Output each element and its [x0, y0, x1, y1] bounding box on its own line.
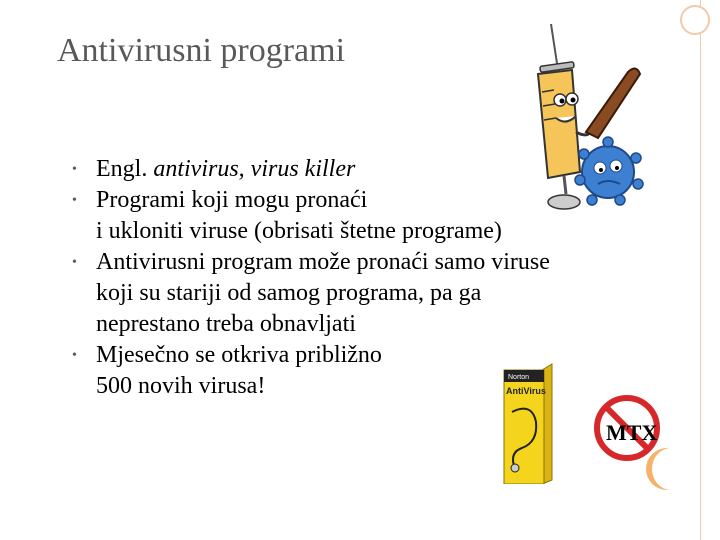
bullet-text: Mjesečno se otkriva približno: [96, 342, 382, 368]
decor-circle-top: [680, 5, 710, 35]
stamp-text: MTX: [606, 420, 658, 445]
box-brand-text: Norton: [508, 374, 530, 381]
bullet-dot: •: [72, 193, 77, 208]
bullet-item: [72, 154, 672, 185]
bullet-text-continued: koji su stariji od samog programa, pa ga: [96, 280, 482, 306]
bullet-text-italic: antivirus, virus killer: [153, 156, 356, 182]
no-sign-icon: [597, 398, 657, 458]
bullet-dot: •: [72, 348, 77, 363]
bullet-item: [72, 247, 672, 340]
bullet-text-continued: i ukloniti viruse (obrisati štetne programe): [96, 218, 502, 244]
slide-title: Antivirusni programi: [57, 32, 346, 69]
bullet-text-continued: neprestano treba obnavljati: [96, 311, 356, 337]
bullet-text-continued: 500 novih virusa!: [96, 373, 266, 399]
bullet-text: Programi koji mogu pronaći: [96, 187, 368, 213]
bullet-item: [72, 185, 672, 247]
bullet-text: Antivirusni program može pronaći samo viruse: [96, 249, 550, 275]
norton-antivirus-box-icon: [502, 362, 672, 484]
bullet-text: Engl.: [96, 156, 154, 182]
bullet-dot: •: [72, 255, 77, 270]
bullet-dot: •: [72, 162, 77, 177]
frame-line: [700, 0, 701, 540]
box-product-text: AntiVirus: [506, 386, 546, 396]
